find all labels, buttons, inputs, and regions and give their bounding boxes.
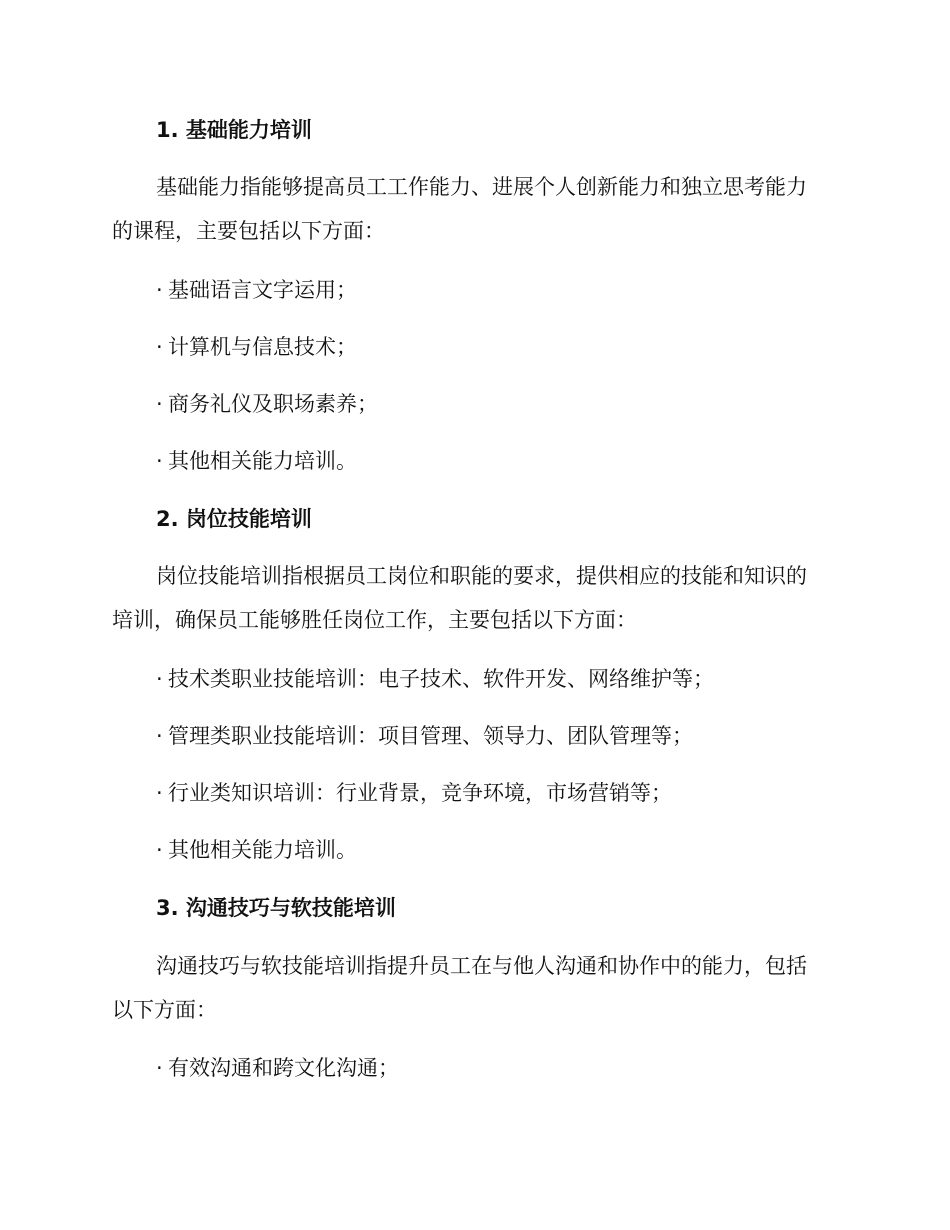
- section-1-bullet-2: [156, 333, 876, 361]
- section-3-intro-line-2: 以下方面：: [112, 998, 217, 1022]
- section-1-heading: 1. 基础能力培训: [156, 118, 312, 142]
- section-2-bullet-2: [156, 722, 876, 750]
- section-1-bullet-3: [156, 390, 876, 418]
- bullet-marker: ·: [156, 278, 163, 302]
- section-1-bullet-1: [156, 276, 876, 304]
- bullet-text: 基础语言文字运用；: [168, 278, 357, 302]
- bullet-marker: ·: [156, 1056, 163, 1080]
- section-2-intro-line-1: 岗位技能培训指根据员工岗位和职能的要求，提供相应的技能和知识的: [156, 564, 807, 588]
- bullet-text: 计算机与信息技术；: [168, 335, 357, 359]
- section-2-bullet-4: [156, 836, 876, 864]
- bullet-marker: ·: [156, 335, 163, 359]
- section-2-bullet-3: [156, 779, 876, 807]
- bullet-text: 商务礼仪及职场素养；: [168, 392, 378, 416]
- bullet-marker: ·: [156, 392, 163, 416]
- section-2-intro-line-2: 培训，确保员工能够胜任岗位工作，主要包括以下方面：: [112, 608, 637, 632]
- bullet-text: 技术类职业技能培训：电子技术、软件开发、网络维护等；: [168, 667, 714, 691]
- bullet-marker: ·: [156, 724, 163, 748]
- bullet-marker: ·: [156, 449, 163, 473]
- bullet-text: 有效沟通和跨文化沟通；: [168, 1056, 399, 1080]
- section-1-bullet-4: [156, 447, 876, 475]
- section-3-intro-line-1: 沟通技巧与软技能培训指提升员工在与他人沟通和协作中的能力，包括: [156, 954, 807, 978]
- bullet-marker: ·: [156, 667, 163, 691]
- bullet-text: 其他相关能力培训。: [168, 838, 357, 862]
- section-1-intro-line-2: 的课程，主要包括以下方面：: [112, 219, 385, 243]
- bullet-marker: ·: [156, 781, 163, 805]
- section-3-heading: 3. 沟通技巧与软技能培训: [156, 896, 396, 920]
- bullet-text: 行业类知识培训：行业背景，竞争环境，市场营销等；: [168, 781, 672, 805]
- section-3-bullet-1: [156, 1054, 876, 1082]
- bullet-text: 管理类职业技能培训：项目管理、领导力、团队管理等；: [168, 724, 693, 748]
- bullet-marker: ·: [156, 838, 163, 862]
- bullet-text: 其他相关能力培训。: [168, 449, 357, 473]
- section-2-bullet-1: [156, 665, 876, 693]
- section-1-intro-line-1: 基础能力指能够提高员工工作能力、进展个人创新能力和独立思考能力: [156, 175, 807, 199]
- section-2-heading: 2. 岗位技能培训: [156, 507, 312, 531]
